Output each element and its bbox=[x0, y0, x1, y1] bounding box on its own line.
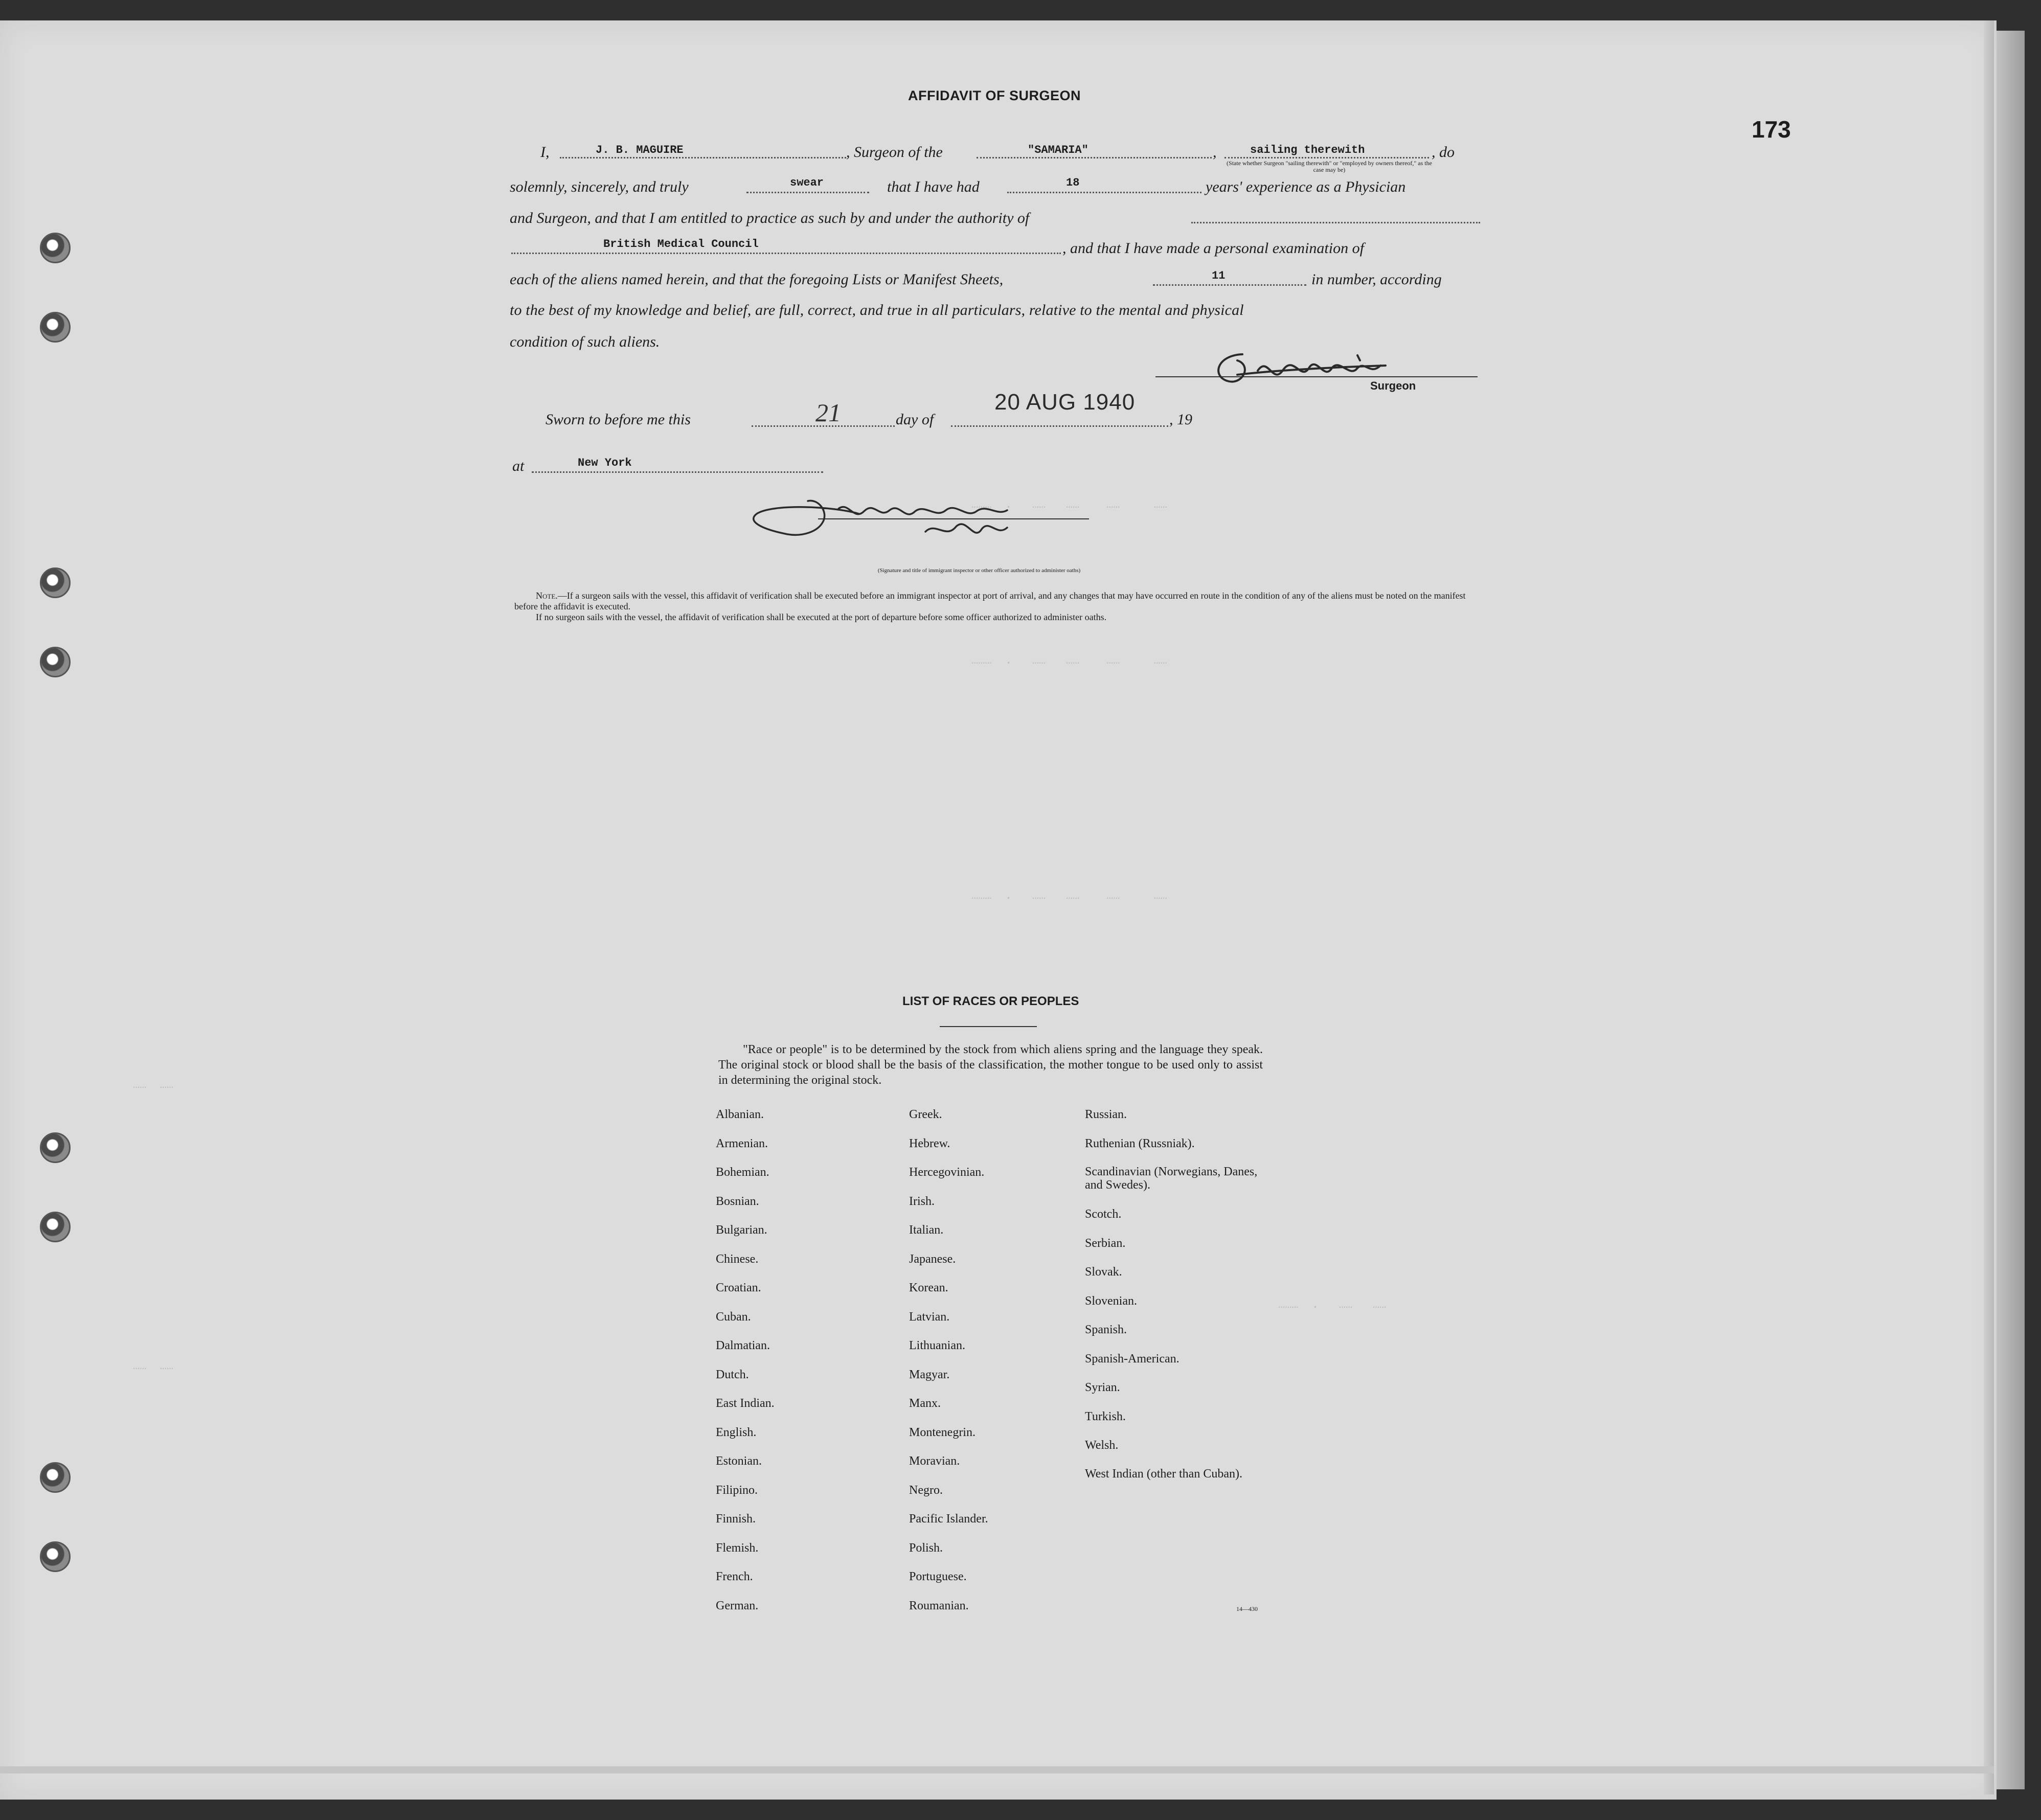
vessel-line bbox=[977, 157, 1212, 158]
stacked-page-edge bbox=[1994, 31, 2025, 1789]
day-of-label: day of bbox=[896, 411, 934, 428]
race-item: Magyar. bbox=[909, 1368, 950, 1381]
race-item: Welsh. bbox=[1085, 1439, 1119, 1452]
sworn-label: Sworn to before me this bbox=[546, 411, 691, 428]
race-item: Korean. bbox=[909, 1281, 948, 1294]
binder-hole-icon bbox=[40, 233, 71, 263]
vessel-comma: , bbox=[1213, 144, 1217, 161]
race-item: Croatian. bbox=[716, 1281, 761, 1294]
race-item: Slovak. bbox=[1085, 1265, 1122, 1279]
years-value: 18 bbox=[1066, 176, 1080, 189]
bleed-through-row: ……… . …… …… …… …… bbox=[971, 654, 1167, 667]
race-item: West Indian (other than Cuban). bbox=[1085, 1467, 1242, 1481]
note-text-2: If no surgeon sails with the vessel, the affidavit of verification shall be executed at the port of departure before some officer authorized to administer oaths. bbox=[536, 612, 1107, 622]
race-item: Bohemian. bbox=[716, 1166, 769, 1179]
race-item: Spanish. bbox=[1085, 1323, 1127, 1336]
surgeon-name-line bbox=[560, 157, 846, 158]
race-item: Moravian. bbox=[909, 1454, 960, 1468]
sailing-status: sailing therewith bbox=[1250, 144, 1365, 156]
race-item: Turkish. bbox=[1085, 1409, 1126, 1423]
race-item: Albanian. bbox=[716, 1108, 764, 1121]
sheet-count-line bbox=[1153, 284, 1306, 286]
examination-label: , and that I have made a personal examination of bbox=[1062, 240, 1364, 257]
binder-hole-icon bbox=[40, 567, 71, 598]
officer-signature-caption: (Signature and title of immigrant inspector or other officer authorized to administer oaths) bbox=[877, 567, 1081, 574]
race-item: Roumanian. bbox=[909, 1599, 969, 1612]
authority-line-1 bbox=[1191, 222, 1480, 223]
manifest-sheets-label: each of the aliens named herein, and that the foregoing Lists or Manifest Sheets, bbox=[510, 271, 1004, 288]
sworn-month-line bbox=[951, 425, 1168, 427]
at-label: at bbox=[512, 458, 525, 474]
race-item: Scandinavian (Norwegians, Danes, and Swedes). bbox=[1085, 1165, 1258, 1192]
binder-hole-icon bbox=[40, 1462, 71, 1493]
bleed-through-row: ……… . …… …… bbox=[1278, 1299, 1387, 1311]
bleed-through-row: ……… . …… …… …… …… bbox=[971, 498, 1167, 511]
race-item: Estonian. bbox=[716, 1454, 762, 1468]
race-item: Pacific Islander. bbox=[909, 1512, 988, 1526]
race-item: Hercegovinian. bbox=[909, 1166, 985, 1179]
race-item: English. bbox=[716, 1425, 757, 1439]
condition-label: condition of such aliens. bbox=[510, 333, 660, 350]
page-right-edge bbox=[1984, 20, 1994, 1794]
race-item: Irish. bbox=[909, 1194, 935, 1208]
race-item: Hebrew. bbox=[909, 1136, 950, 1150]
date-stamp: 20 AUG 1940 bbox=[994, 390, 1136, 415]
page-bottom-edge bbox=[0, 1766, 1994, 1773]
surgeon-signature-caption: Surgeon bbox=[1370, 379, 1416, 392]
sailing-status-note: (State whether Surgeon "sailing therewith" or "employed by owners thereof," as the case may be) bbox=[1227, 160, 1432, 173]
race-item: Syrian. bbox=[1085, 1381, 1120, 1394]
particulars-label: to the best of my knowledge and belief, are full, correct, and true in all particulars, relative to the mental and physical bbox=[510, 302, 1244, 318]
race-item: Greek. bbox=[909, 1108, 942, 1121]
bleed-through-row: ……… . …… …… …… …… bbox=[971, 890, 1167, 902]
year-suffix: , 19 bbox=[1169, 411, 1192, 428]
experience-label: years' experience as a Physician bbox=[1206, 178, 1406, 195]
binder-hole-icon bbox=[40, 647, 71, 677]
binder-hole-icon bbox=[40, 312, 71, 343]
page-title: AFFIDAVIT OF SURGEON bbox=[908, 88, 1081, 103]
binder-hole-icon bbox=[40, 1212, 71, 1242]
race-item: French. bbox=[716, 1570, 753, 1583]
oath-word: swear bbox=[790, 176, 824, 189]
authority-label: and Surgeon, and that I am entitled to practice as such by and under the authority of bbox=[510, 210, 1030, 226]
surgeon-name: J. B. MAGUIRE bbox=[596, 144, 684, 156]
race-item: Lithuanian. bbox=[909, 1339, 965, 1352]
years-label: that I have had bbox=[887, 178, 980, 195]
race-item: Japanese. bbox=[909, 1252, 956, 1266]
race-item: Dutch. bbox=[716, 1368, 749, 1381]
race-item: Spanish-American. bbox=[1085, 1352, 1180, 1366]
form-code: 14—430 bbox=[1236, 1605, 1258, 1612]
race-item: Slovenian. bbox=[1085, 1294, 1137, 1308]
race-item: Montenegrin. bbox=[909, 1425, 976, 1439]
vessel-name: "SAMARIA" bbox=[1028, 144, 1088, 156]
note-text-1: —If a surgeon sails with the vessel, this affidavit of verification shall be executed before an immigrant inspector at port of arrival, and any changes that may have occurred en route in the condition of any of the aliens must be noted on the manifest before the affidavit is executed. bbox=[514, 590, 1466, 611]
note-paragraph-1 bbox=[514, 590, 1478, 612]
race-item: Russian. bbox=[1085, 1108, 1127, 1121]
race-item: Bulgarian. bbox=[716, 1223, 767, 1237]
race-item: Finnish. bbox=[716, 1512, 756, 1526]
race-item: Manx. bbox=[909, 1397, 941, 1410]
sailing-status-line bbox=[1224, 157, 1429, 158]
race-item: Filipino. bbox=[716, 1483, 758, 1497]
bleed-through-row: …… …… bbox=[133, 1360, 174, 1373]
affidavit-i-prefix: I, bbox=[540, 144, 550, 161]
race-item: Polish. bbox=[909, 1541, 943, 1555]
sworn-day: 21 bbox=[815, 398, 841, 427]
race-item: Armenian. bbox=[716, 1136, 768, 1150]
in-number-label: in number, according bbox=[1311, 271, 1442, 288]
race-item: Latvian. bbox=[909, 1310, 950, 1324]
race-item: Italian. bbox=[909, 1223, 944, 1237]
note-label: Note. bbox=[536, 590, 558, 601]
race-item: Dalmatian. bbox=[716, 1339, 770, 1352]
page-number: 173 bbox=[1752, 116, 1791, 143]
oath-line-start: solemnly, sincerely, and truly bbox=[510, 178, 689, 195]
place-line bbox=[532, 471, 823, 473]
races-list-title: LIST OF RACES OR PEOPLES bbox=[902, 994, 1079, 1008]
race-item: Scotch. bbox=[1085, 1208, 1122, 1221]
do-label: , do bbox=[1432, 144, 1455, 161]
race-item: Bosnian. bbox=[716, 1194, 759, 1208]
surgeon-of-label: , Surgeon of the bbox=[846, 144, 943, 161]
race-item: Negro. bbox=[909, 1483, 943, 1497]
binder-hole-icon bbox=[40, 1541, 71, 1572]
authority-value: British Medical Council bbox=[603, 238, 759, 251]
years-line bbox=[1007, 192, 1201, 193]
binder-hole-icon bbox=[40, 1132, 71, 1163]
oath-line bbox=[746, 192, 869, 193]
race-item: Flemish. bbox=[716, 1541, 759, 1555]
race-item: Chinese. bbox=[716, 1252, 759, 1266]
race-item: Serbian. bbox=[1085, 1236, 1126, 1250]
sheet-count: 11 bbox=[1212, 269, 1226, 282]
place-value: New York bbox=[578, 457, 632, 469]
race-item: East Indian. bbox=[716, 1397, 775, 1410]
authority-line-2 bbox=[511, 253, 1061, 254]
races-intro: "Race or people" is to be determined by the stock from which aliens spring and the language they speak. The original stock or blood shall be the basis of the classification, the mother tongue to be used only to assist in determining the original stock. bbox=[718, 1043, 1263, 1087]
race-item: Ruthenian (Russniak). bbox=[1085, 1136, 1195, 1150]
races-title-rule bbox=[940, 1026, 1037, 1027]
race-item: Portuguese. bbox=[909, 1570, 967, 1583]
bleed-through-row: …… …… bbox=[133, 1079, 174, 1091]
race-item: Cuban. bbox=[716, 1310, 751, 1324]
race-item: German. bbox=[716, 1599, 759, 1612]
note-block bbox=[514, 590, 1478, 623]
